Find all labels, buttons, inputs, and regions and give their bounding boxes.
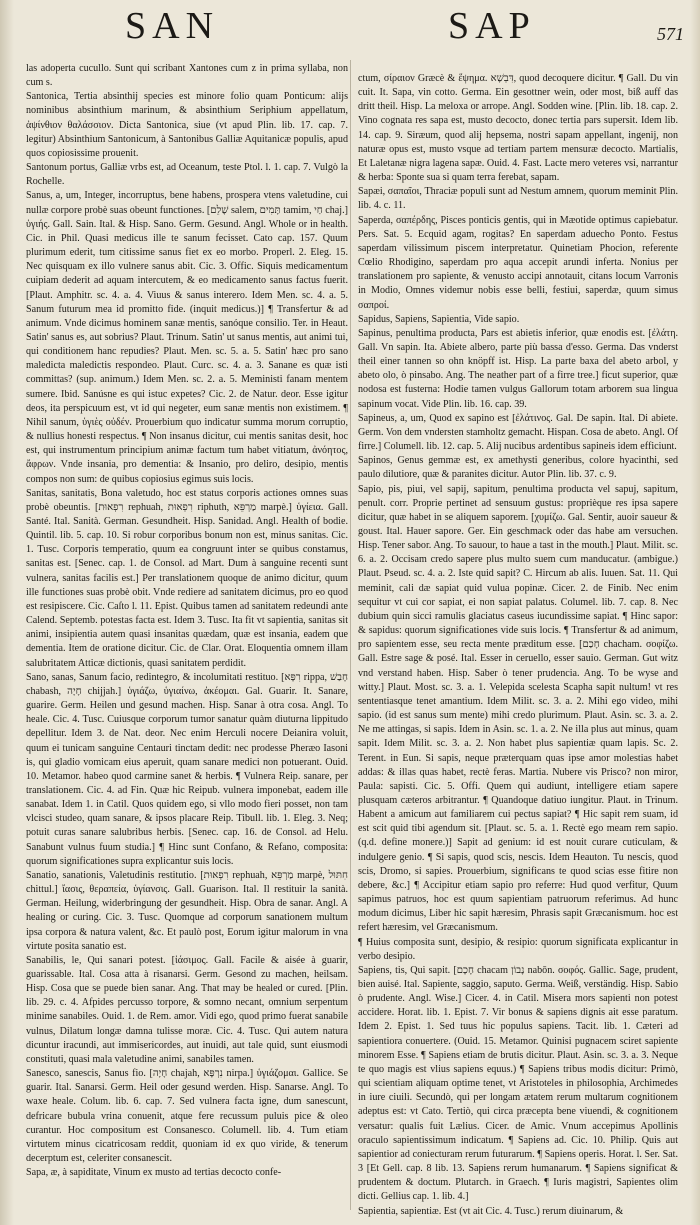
entry: Sapineus, a, um, Quod ex sapino est [ἐλάτινος. Gal. De sapin. Ital. Di abiete. Germ. Von dem vndersten stamholtz gemacht. Hispan. Cosa de abeto. Angl. Of firre.] Columell. lib. 12. cap. 5. Alij nucibus ardentibus sapineis idem efficiunt. (358, 412, 678, 453)
running-header (0, 4, 700, 60)
page-gutter-shadow (0, 0, 14, 1225)
entry: Sanesco, sanescis, Sanus fio. [חָיָה chajah, נִרְפָּא nirpa.] ὑγιάζομαι. Gallice. Se guarir. Ital. Sanarsi. Germ. Heil oder gesund werden. Hisp. Sanarse. Angl. To waxe heale. Colum. lib. 6. cap. 7. Sed vulnera facta igne, dum sanescunt, defricare bubula vrina conuenit, atque fere recussum puluis pice & oleo curantur. Hoc compositum est Consanesco. Columell. lib. 4. Tum etiam virtutem minus cicatricosam reddit, quoniam id ex quo viride, & tenerum decerptum est, celeriter consanescit. (26, 1068, 348, 1165)
entry: las adoperta cucullo. Sunt qui scribant Xantones cum z in prima syllaba, non cum s. (26, 63, 348, 89)
entry: Santonica, Tertia absinthij species est minore folio quam Ponticum: alijs nominibus absinthium marinum, & absinthium Seriphium appellatum, ἀψίνθιον θαλάσσιον. Dicta Santonica, siue (vt apud Plin. lib. 17. cap. 7. legitur) Absinthium Santonicum, à Santonibus Galliæ Aquitanicæ populis, apud quos copiosissime prouenit. (26, 91, 348, 159)
entry: Sapinos, Genus gemmæ est, ex amethysti generibus, colore hyacinthi, sed paulo dilutiore, quæ & paranites dicitur. Autor Plin. lib. 37. c. 9. (358, 455, 678, 481)
entry: Sanitas, sanitatis, Bona valetudo, hoc est status corporis actiones omnes suas probè obeuntis. [רִפְאוּת rephuah, רִפְאוּת riphuth, מַרְפֵּא marpè.] ὑγίεια. Gall. Santé. Ital. Sanità. German. Gesundheit. Hisp. Sanidad. Angl. Health of bodie. Quintil. lib. 5. cap. 10. Si robur corporibus bonum non est, minus sanitas. Cic. 1. Tusc. Corporis temperatio, quum ea congruunt inter se quibus constamus, sanitas est. [Senec. cap. 1. de Consol. ad Mart. Dum à sanguine recenti sunt vulnera, sanitas facilis est.] Per translationem quoque de animo dicitur, quum ille functiones suas probè obit. Vnde rediere ad sanitatem dicimus, pro eo quod est resipiscere. Cic. Caſto l. 11. Epist. Quibus tamen ad sanitatem redeundi ante Calend. Septemb. potestas facta est. Idem 3. Tusc. Ita fit vt sapientia, sanitas sit animi, insipientia autem quasi insanitas quædam, quæ est insania, eadem que dementia. Item de oratione dicitur. Cic. de Clar. Orat. Eloquentia omnem illam salubritatem Atticæ dictionis, quasi sanitatem perdidit. (26, 487, 348, 669)
entry: Sanus, a, um, Integer, incorruptus, bene habens, prospera vtens valetudine, cui nullæ corpore probè suas obeunt functiones. [שָׁלֵם salem, תָּמִים tamim, חַי chaj.] ὑγιής. Gall. Sain. Ital. & Hisp. Sano. Germ. Gesund. Angl. Whole or in health. Cic. in Phil. Quasi medicus ille te sanum fecisset. Cato cap. 157. Quum plurimum ederit, tum citissime sanus fiet ex eo morbo. Properl. 2. Eleg. 15. Nec quisquam ex illo vulnere sanus abit. Cic. 3. Offic. Siquis medicamentum cuipiam dederit ad aquam intercutem, & eo medicamento sanus factus fuerit. [Plaut. Amphitr. sc. 4. a. 4. Viuus & sanus interero. Idem Men. sc. 4. a. 5. Sanum futurum mea id promitto fide. (inquit medicus.)] ¶ Transfertur & ad animum. Vnde dicimus hominem sanæ mentis, sanóque consilio. Ter. in Heaut. Satin' sanus es, aut sobrius? Plaut. Trinum. Satin' ut sanus mentis, aut animi tui, qui conditionem hanc repudies? Plaut. Men. sc. 5. a. 5. Satin' hæc pro sano maledicta maledictis respondeo. Plaut. Curc. sc. 4. a. 3. Sanane es quæ isti committas? (sup. animum.) Idem Men. sc. 2. a. 5. Meministi fanam mentem sumere. Ibid. Sanúsne es qui istuc expetes? Cic. 2. de Natur. deor. Esse igitur deos, ita perspicuum est, vt id qui negeter, eum sanæ mentis non existimem. ¶ Nihil sanum, ὑγιὲς οὐδέν. Prouerbium quo indicatur summa morum corruptio, & nullius honesti respectus. ¶ Non insanus dicitur, cui mentis sanitas desit, hoc est, qui instrumentum principium animæ factum tum habet vitiatum, ἀνόητος, ἄφρων. Vnde insania, pro dementia: & Insanio, pro deliro, desipio, mentis compos non sum: de quibus copiosius egimus suis locis. (26, 190, 348, 485)
right-column (358, 72, 678, 1219)
entry: Santonum portus, Galliæ vrbs est, ad Oceanum, teste Ptol. l. 1. cap. 7. Vulgò la Rochelle. (26, 162, 348, 188)
entry: Sapinus, penultima producta, Pars est abietis inferior, quæ enodis est. [ἐλάτη. Gall. Vn sapin. Ita. Abiete albero, parte più bassa d'esso. Germa. Das vnderst theil einer tannen so ohn knöpff ist. Hisp. La parte baxa del abeto arbol, y abeto olo, ò pinsabo. Ang. The neather part of a firre tree.] ficut superior, quæ nodosa est fusterna: Hodie tamen vulgus Gallorum totam arborem sua lingua sapinum vocat. Vide Plin. lib. 16. cap. 39. (358, 327, 678, 410)
entry: Sapio, pis, piui, vel sapij, sapitum, penultima producta vel sapuj, sapitum, penult. corr. Proprie pertinet ad sensuum gustus: proprièque res ipsa sapere dicitur, quæ habet in se aliquem saporem. [χυμίζω. Gal. Sentir, auoir saueur & goust. Ital. Hauer sapore. Ger. Ein geschmack oder das habe am versuchen. Hisp. Tener sabor. Ang. To sauour, to haue a tast in the mouth.] Plaut. Milit. sc. 6. a. 2. Occisam credo sapere plus multo suem cum manducatur. (ambigue.) Plaut. Pseud. sc. 4. a. 2. Iste quid sapit? C. Hircum ab alis. Iuuen. Sat. 11. Qui meminit, cali dæ sapiat quid vulua popinæ. Cicer. 2. de Finib. Nec enim sequitur vt cui cor sapiat, ei non sapiat palatus. Columel. lib. 7. cap. 8. Nec dubium quin sicci ramulis glaciatus caseus iucundissime sapiat. ¶ Hinc sapor: & sapidus: quorum significationes vide suis locis. ¶ Transfertur & ad animum, pro sapientem esse, seu recta mente præditum esse. [חָכַם chacham. σοφίζω. Gall. Estre sage & posé. Ital. Esser in ceruello, esser sauio. German. Gut witz vnd verstand haben. Hisp. Saber ò tener prudencia. Ang. To be wyse and witty.] Plaut. Most. sc. 3. a. 1. Velepida scelesta Scapha sapit nultum! vt res sententiasque tenet amantium. Idem Milit. sc. 3. a. 2. Mihi ego video, mihi sapio. (id est sanus sum mente) mihi credo plurimum. Plaut. Asin. sc. 3. a. 2. Ne me attingas, si sapis. Idem in Asin. sc. 1. a. 2. Ne illa plus aut minus, quam sapit. Idem Milit. sc. 3. a. 2. Non habet plus sapientiæ quam lapis. Sc. 2. Terent. in Eun. Si sapis, neque præterquam quas ipse amor molestias habet addas: & illas quas habet, rectè feras. Martia. Nubere vis Prisco? non miror, Paula: sapisti. Cic. 5. Offi. Quem qui audiunt, intelligere etiam sapere plusquam cæteros arbitrantur. ¶ Quandoque datiuo iungitur. Plaut. in Trinum. Habent a amicum aut familiarem cui pectus sapiat? ¶ Hic sapit rem suam, id est scit quid tibi agendum sit. [Plaut. sc. 5. a. 1. Rectè ego meam rem sapio. (q.d. define monere.)] Sapit ad genium: id est nouit curare cuticulam, & indulgere genio. ¶ Si sapis, quod scis, nescis. Idem Heauton. Tu nescis, quod scis, Dromo, si sapies. Prouerbium, significans te quod scias esse fitire non debere, &c.] ¶ Accipitur etiam sapio pro referre: Hud quod verfitur, Quum sapimus patruos, hoc est quum sapientiam patruorum referimus. Ad hunc modum dicimus, Liber hic sapit hæresim, Phrasis sapit Græcanismum. hoc est refert hæresim, vel Græcanismum. (358, 483, 678, 934)
left-running-heading: SAN (125, 5, 220, 47)
entry: Sanabilis, le, Qui sanari potest. [ἰάσιμος. Gall. Facile & aisée à guarir, guarissable. Ital. Cosa atta à risanarsi. Germ. Gesond zu machen, heilsam. Hisp. Cosa que se puede bien sanar. Ang. That may be healed or cured. [Plin. lib. 29. c. 4. Afpides percusso torpore, & somno necant, omnium serpentum minime sanabiles. Ouid. 1. de Rem. amor. Vidi ego, quod primo fuerat sanabile vulnus, Dilatum longæ damna tulisse moræ. Cic. 4. Tusc. Qui autem natura dicuntur iracundi, aut immisericordes, aut inuidi, aut tale quid, sunt eiusmodi constituti, quasi mala valetudine animi, sanabiles tamen. (26, 954, 348, 1065)
page-number: 571 (657, 24, 684, 44)
entry: Sapidus, Sapiens, Sapientia, Vide sapio. (358, 313, 520, 325)
entry: Sapa, æ, à sapiditate, Vinum ex musto ad tertias decocto confe- (26, 1167, 282, 1179)
right-running-heading: SAP (448, 5, 536, 47)
column-divider (350, 60, 351, 1210)
entry: ¶ Huius composita sunt, desipio, & resipio: quorum significata explicantur in verbo desipio. (358, 936, 678, 962)
entry: Sapiens, tis, Qui sapit. [חָכָם chacam נָבוֹן nabōn. σοφός. Gallic. Sage, prudent, bien auisé. Ital. Sapiente, saggio, saputo. Germa. Weiß, verständig. Hisp. Sabio ò prudente. Angl. Wise.] Cicer. 4. in Catil. Misera mors sapienti non potest accidere. Horat. lib. 1. Epist. 7. Vir bonus & sapiens dignis ait esse paratum. Idem 2. Epist. 1. Sed tuus hic populus sapiens. Tacit. lib. 1. Cæteri ad sapientiora conuertere. (Ouid. 15. Metamor. Quinisi pugnacem sciret sapiente minorem Esse. ¶ Sapiens etiam de brutis dicitur. Plaut. Asin. sc. 3. a. 3. Neque te quo magis est vlius sapiens equus.) ¶ Sapiens tribus modis dicitur: Primò, qui scientiam aliquam optime tenet, vt Aristoteles in philosophia, Archimedes in iure ciuili. Secundò, qui per longam ætatem rerum multarum cognitionem adeptus est: vt Cato. Tertiò, qui circa præcepta bene viuendi, & cognitionem versatur: qualis fuit Lælius. Cicer. de Amic. Vnum accepimus Apollinis oraculo sapientissimum indicatum. ¶ Sapiens ad. Cic. 10. Philip. Quis aut sapientior ad coniecturam rerum futurarum. ¶ Sapiens operis. Horat. l. Ser. Sat. 3 [Et Gell. cap. 8 lib. 13. Sapiens rerum humanarum. ¶ Sapiens significat & prudentem & doctum. Plutarch. in Graech. ¶ Iuris magistri, Sapientes olim dicti. Gellius cap. 1. lib. 4.] (358, 964, 678, 1203)
entry: Sanatio, sanationis, Valetudinis restitutio. [רִפְאוּת rephuah, מַרְפֵּא marpè, חִתּוּל chittul.] ἴασις, θεραπεία, ὑγίανσις. Gall. Guarison. Ital. Il restituir la sanità. German. Heilung, widerbringung der gesundheit. Hisp. Obra de sanar. Angl. A healing or curing. Cic. 3. Tusc. Quomque ad corporum sanationem multum ipsa corpora & natura valent, &c. Et paulò post, Eorum igitur malorum in vna virtute posita sanatio est. (26, 869, 348, 952)
entry: Sapientia, sapientiæ. Est (vt ait Cic. 4. Tusc.) rerum diuinarum, & (358, 1205, 624, 1217)
page-edge-shadow (690, 0, 700, 1225)
entry: Sapæi, σαπαῖοι, Thraciæ populi sunt ad Nestum amnem, quorum meminit Plin. lib. 4. c. 11. (358, 186, 678, 212)
entry: Sano, sanas, Sanum facio, redintegro, & incolumitati restituo. [רִפָּא rippa, חָבַשׁ chabash, חָיָה chijjah.] ὑγιάζω, ὑγιαίνω, ἀκέομαι. Gal. Guarir. It. Sanare, guarire. Germ. Heilen und gesund machen. Hisp. Sanar à otra cosa. Angl. To heale. Cic. 4. Tusc. Cuiusque corporum tumor sanatur quàm diuturna lippitudo depellitur. Idem 3. de Nat. deor. Nec enim Herculi nocere Deianira voluit, quum ei tunicam sanguine Centauri tinctam dedit: nec prodesse Pheræo Iasoni is, qui gladio vomicam eius aperuit, quam sanare medici non potuerant. Ouid. 10. Metamor. habeo quod carmine sanet & herbis. ¶ Vulnera Reip. sanare, per translationem. Cic. 4. ad Fin. Quæ hic Reipub. vulnera imponebat, eadem ille sanabat. Idem 1. in Catil. Quos quidem ego, si vllo modo fieri posset, non tam vlcisci studeo, quam sanare, & ipsos placare Reip. Tibull. lib. 1. Eleg. 3. Neq; potuit curas sanare salubribus herbis. [Senec. cap. 16. de Consol. ad Helu. Sanabunt vulnus fuum studia.] ¶ Hinc sunt Confano, & Refano, composita: quorum significationes supra explicantur suis locis. (26, 671, 349, 867)
left-column (26, 62, 348, 1180)
entry: ctum, σίραιον Græcè & ἕψημα. דִּבְשָׁא, quod decoquere dicitur. ¶ Gall. Du vin cuit. It. Sapa, vin cotto. Germa. Ein gesottner wein, oder most, biß auff das dritt theil. Hisp. La meloxa or arrope. Angl. Sodden wine. [Plin. lib. 18. cap. 2. Vino cognata res sapa est, musto decocto, donec tertia pars supersit. Idem lib. 14. cap. 9. Siræum, quod alij hepsema, nostri sapam appellant, ingenij, non naturæ opus est, musto vsque ad tertiam partem mensuræ decocto. Martialis, Et Laletanæ nigra lagena sapæ. Ouid. 4. Fast. Lacte mero veteres vsi, narrantur & herba: Sponte sua si quam terra ferebat, sapam. (358, 73, 678, 184)
entry: Saperda, σαπέρδης, Pisces ponticis gentis, qui in Mæotide optimus capiebatur. Pers. Sat. 5. Ecquid agam, rogitas? En saperdam aduecho Ponto. Festus saperdam vilissimum piscem interpretatur. Quinetiam Phocion, referente Cœlio Rhodigino, saperdam pro aqua accepit arundi inferta. Nonius per translationem pro sapiente, & venusto accipi annotauit, citans locum Varronis in Modio, Omnes videmur nobis esse belli, festiui, saperdæ, quum simus σαπροί. (358, 214, 678, 311)
